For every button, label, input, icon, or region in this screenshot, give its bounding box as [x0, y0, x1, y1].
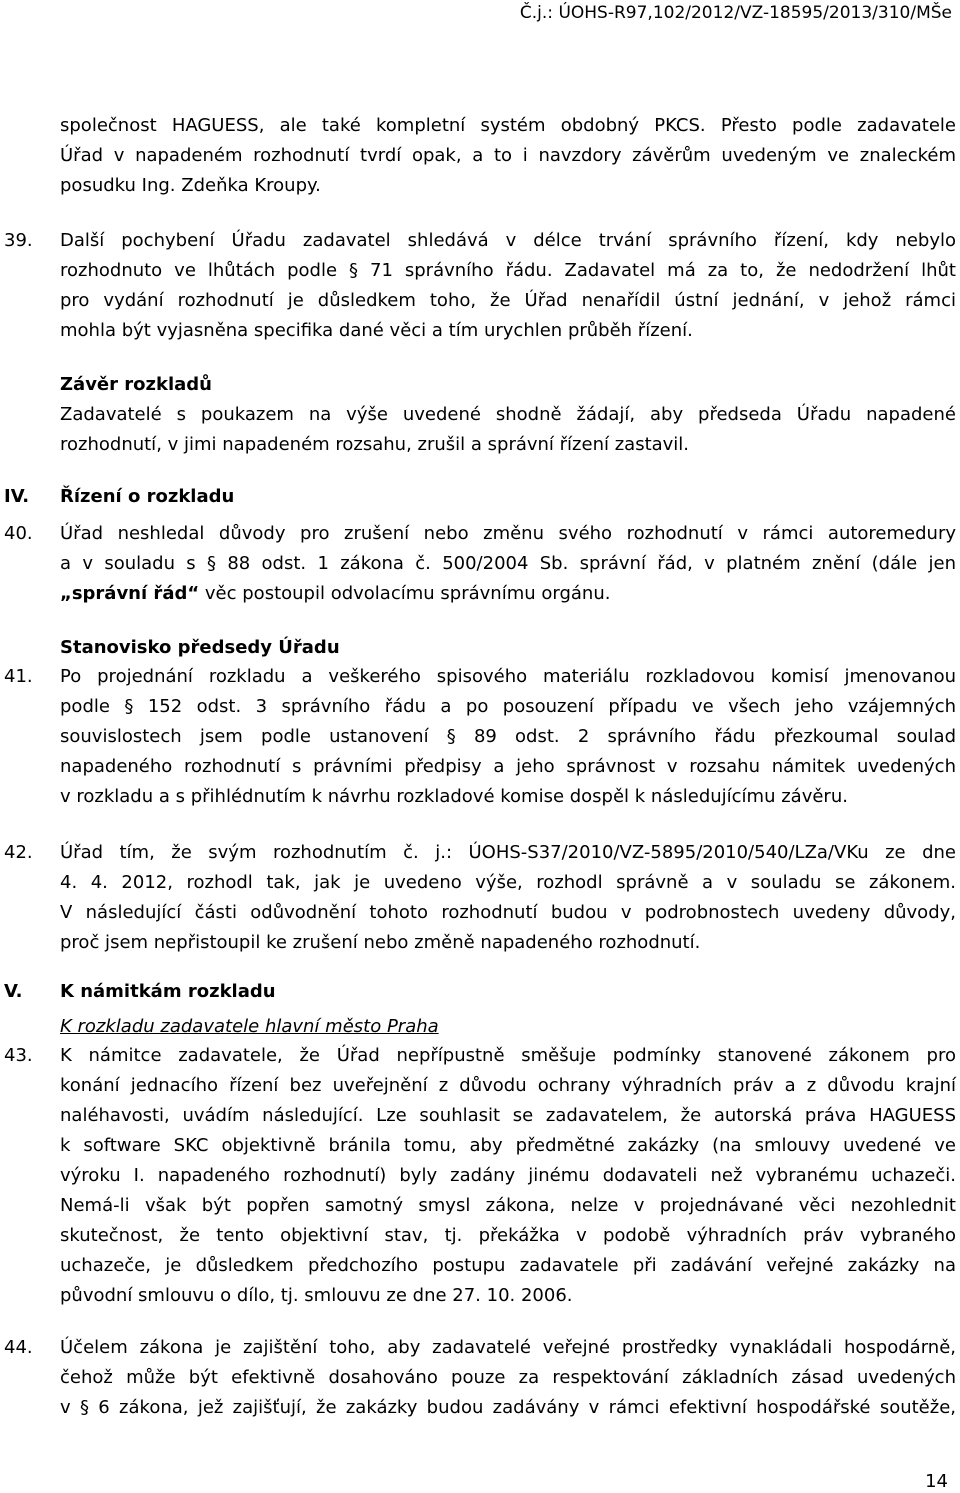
text-line: skutečnost, že tento objektivní stav, tj. překážka v podobě výhradních práv vybraného [60, 1225, 956, 1246]
section-number-iv: IV. [4, 486, 30, 507]
text-line: proč jsem nepřistoupil ke zrušení nebo změně napadeného rozhodnutí. [60, 932, 701, 953]
section-v-heading: K námitkám rozkladu [60, 981, 276, 1002]
text-line: konání jednacího řízení bez uveřejnění z důvodu ochrany výhradních práv a z důvodu krajní [60, 1075, 956, 1096]
text-line: K námitce zadavatele, že Úřad nepřípustně směšuje podmínky stanovené zákonem pro [60, 1045, 956, 1066]
text-line: Účelem zákona je zajištění toho, aby zadavatelé veřejné prostředky vynakládali hospodárně, [60, 1337, 956, 1358]
text-fragment: věc postoupil odvolacímu správnímu orgánu. [199, 583, 611, 604]
text-line: rozhodnuto ve lhůtách podle § 71 správního řádu. Zadavatel má za to, že nedodržení lhůt [60, 260, 956, 281]
text-line: v § 6 zákona, jež zajišťují, že zakázky budou zadávány v rámci efektivní hospodářské soutěže, [60, 1397, 956, 1418]
text-line: původní smlouvu o dílo, tj. smlouvu ze dne 27. 10. 2006. [60, 1285, 573, 1306]
paragraph-40 [60, 519, 956, 609]
text-line: čehož může být efektivně dosahováno pouze za respektování základních zásad uvedených [60, 1367, 956, 1388]
section-v-subheading-block [60, 1012, 956, 1042]
text-line: k software SKC objektivně bránila tomu, aby předmětné zakázky (na smlouvy uvedené ve [60, 1135, 956, 1156]
stanovisko-section [60, 633, 956, 663]
text-line: Zadavatelé s poukazem na výše uvedené shodně žádají, aby předseda Úřadu napadené [60, 404, 956, 425]
document-reference-header: Č.j.: ÚOHS-R97,102/2012/VZ-18595/2013/310/MŠe [519, 3, 952, 23]
text-line: Nemá-li však být popřen samotný smysl zákona, nelze v projednávané věci nezohlednit [60, 1195, 956, 1216]
text-line: a v souladu s § 88 odst. 1 zákona č. 500/2004 Sb. správní řád, v platném znění (dále jen [60, 553, 956, 574]
section-number-v: V. [4, 981, 23, 1002]
paragraph-number-42: 42. [4, 842, 33, 863]
text-line: posudku Ing. Zdeňka Kroupy. [60, 175, 321, 196]
text-line: uchazeče, je důsledkem předchozího postupu zadavatele při zadávání veřejné zakázky na [60, 1255, 956, 1276]
paragraph-44 [60, 1333, 956, 1423]
text-line: napadeného rozhodnutí s právními předpisy a jeho správnost v rozsahu námitek uvedených [60, 756, 956, 777]
text-line: V následující části odůvodnění tohoto rozhodnutí budou v podrobnostech uvedeny důvody, [60, 902, 956, 923]
text-line: mohla být vyjasněna specifika dané věci a tím urychlen průběh řízení. [60, 320, 693, 341]
paragraph-43 [60, 1041, 956, 1311]
text-line: Další pochybení Úřadu zadavatel shledává v délce trvání správního řízení, kdy nebylo [60, 230, 956, 251]
text-line: naléhavosti, uvádím následující. Lze souhlasit se zadavatelem, že autorská práva HAGUESS [60, 1105, 956, 1126]
text-line: 4. 4. 2012, rozhodl tak, jak je uvedeno výše, rozhodl správně a v souladu se zákonem. [60, 872, 956, 893]
text-line: Úřad v napadeném rozhodnutí tvrdí opak, a to i navzdory závěrům uvedeným ve znaleckém [60, 145, 956, 166]
text-line: rozhodnutí, v jimi napadeném rozsahu, zrušil a správní řízení zastavil. [60, 434, 690, 455]
text-line [60, 579, 956, 609]
text-line: výroku I. napadeného rozhodnutí) byly zadány jinému dodavateli než vybranému uchazeči. [60, 1165, 956, 1186]
zaver-section [60, 370, 956, 460]
text-line: Po projednání rozkladu a veškerého spisového materiálu rozkladovou komisí jmenovanou [60, 666, 956, 687]
text-line: pro vydání rozhodnutí je důsledkem toho, že Úřad nenařídil ústní jednání, v jehož rámci [60, 290, 956, 311]
text-line: souvislostech jsem podle ustanovení § 89 odst. 2 správního řádu přezkoumal soulad [60, 726, 956, 747]
text-line: Úřad tím, že svým rozhodnutím č. j.: ÚOHS-S37/2010/VZ-5895/2010/540/LZa/VKu ze dne [60, 842, 956, 863]
section-v-subheading: K rozkladu zadavatele hlavní město Praha [60, 1016, 439, 1037]
paragraph-continuation [60, 111, 956, 201]
page-number: 14 [925, 1471, 948, 1492]
text-line: v rozkladu a s přihlédnutím k návrhu rozkladové komise dospěl k následujícímu závěru. [60, 786, 848, 807]
text-line: podle § 152 odst. 3 správního řádu a po posouzení případu ve všech jeho vzájemných [60, 696, 956, 717]
paragraph-number-39: 39. [4, 230, 33, 251]
defined-term: „správní řád“ [60, 583, 200, 604]
paragraph-39 [60, 226, 956, 346]
zaver-heading: Závěr rozkladů [60, 374, 212, 395]
paragraph-number-41: 41. [4, 666, 33, 687]
paragraph-number-40: 40. [4, 523, 33, 544]
section-iv [60, 482, 956, 512]
paragraph-number-43: 43. [4, 1045, 33, 1066]
paragraph-41 [60, 662, 956, 812]
section-iv-heading: Řízení o rozkladu [60, 486, 235, 507]
text-line: Úřad neshledal důvody pro zrušení nebo změnu svého rozhodnutí v rámci autoremedury [60, 523, 956, 544]
section-v [60, 977, 956, 1007]
paragraph-number-44: 44. [4, 1337, 33, 1358]
text-line: společnost HAGUESS, ale také kompletní systém obdobný PKCS. Přesto podle zadavatele [60, 115, 956, 136]
stanovisko-heading: Stanovisko předsedy Úřadu [60, 637, 340, 658]
paragraph-42 [60, 838, 956, 958]
